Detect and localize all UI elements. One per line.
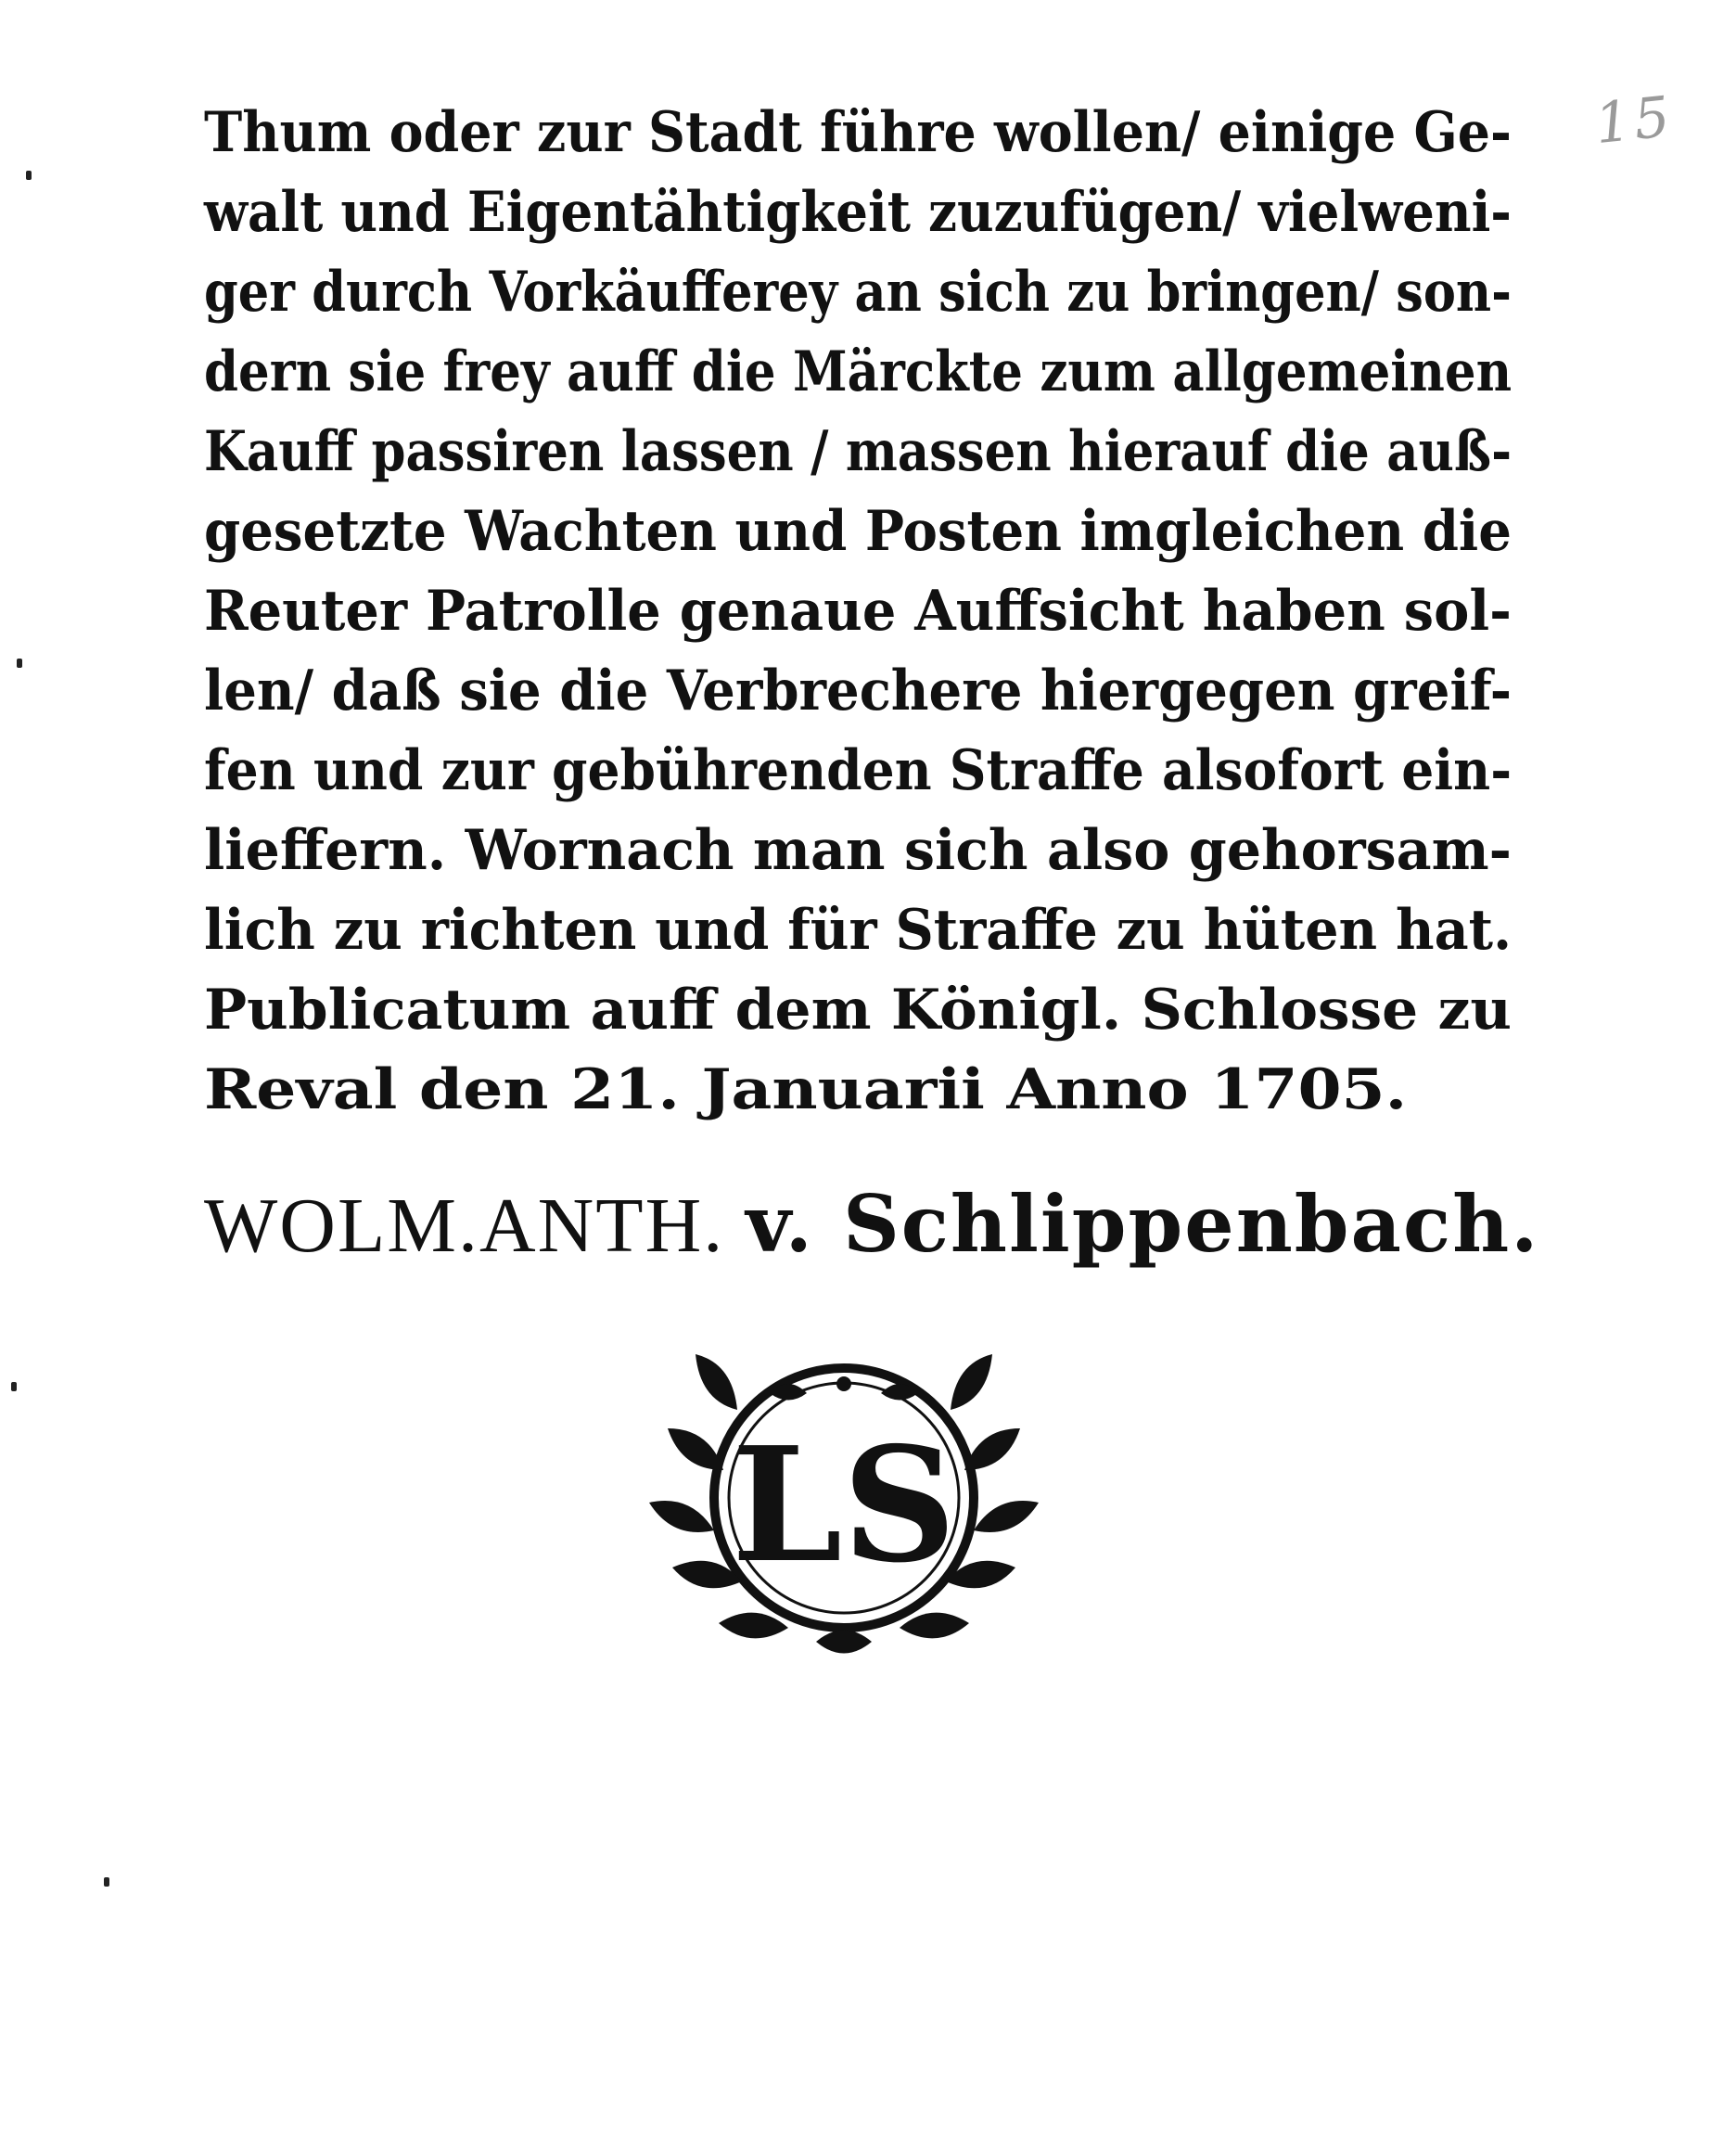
text-line: walt und Eigentähtigkeit zuzufügen/ vielweni- — [204, 180, 1512, 245]
text-line: ger durch Vorkäufferey an sich zu bringen/ son- — [204, 260, 1512, 325]
seal-emblem — [631, 1317, 1057, 1679]
text-line: len/ daß sie die Verbrechere hiergegen greif- — [204, 659, 1512, 723]
signature-name: WOLM.ANTH. — [204, 1183, 725, 1269]
page-number: 15 — [1591, 83, 1677, 158]
signature — [204, 1178, 1539, 1271]
scan-speck — [26, 171, 32, 180]
scan-speck — [11, 1382, 17, 1391]
seal-monogram: LS — [731, 1413, 957, 1598]
text-line: fen und zur gebührenden Straffe alsofort ein- — [204, 738, 1513, 803]
text-line: Publicatum auff dem Königl. Schlosse zu — [204, 978, 1512, 1043]
text-line: Reuter Patrolle genaue Auffsicht haben sol- — [204, 579, 1512, 644]
text-line: Kauff passiren lassen / massen hierauf die auß- — [204, 419, 1513, 484]
scan-speck — [17, 659, 22, 668]
text-line: lich zu richten und für Straffe zu hüten hat. — [204, 898, 1512, 963]
scan-speck — [104, 1877, 109, 1887]
body-text — [204, 93, 1512, 1130]
text-line: Thum oder zur Stadt führe wollen/ einige Ge- — [204, 100, 1512, 165]
text-line: gesetzte Wachten und Posten imgleichen die — [204, 499, 1512, 564]
signature-surname: v. Schlippenbach. — [746, 1178, 1540, 1270]
text-line: Reval den 21. Januarii Anno 1705. — [204, 1057, 1408, 1122]
text-line: lieffern. Wornach man sich also gehorsam- — [204, 818, 1512, 883]
text-line: dern sie frey auff die Märckte zum allgemeinen — [204, 339, 1513, 404]
